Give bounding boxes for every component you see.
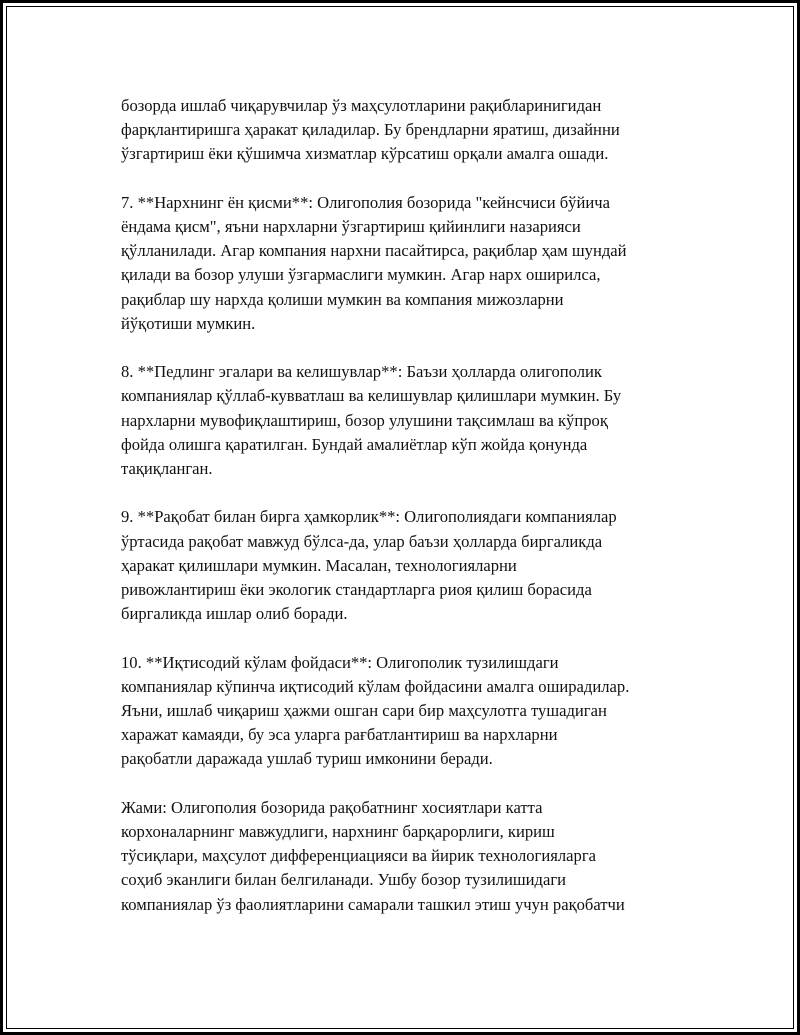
paragraph-intro-continuation <box>121 94 696 167</box>
text-line: қилади ва бозор улуши ўзгармаслиги мумкин. Агар нарх оширилса, <box>121 265 601 285</box>
text-line: 7. **Нархнинг ён қисми**: Олигополия бозорида "кейнсчиси бўйича <box>121 192 610 212</box>
text-line: фойда олишга қаратилган. Бундай амалиётлар кўп жойда қонунда <box>121 434 588 454</box>
text-line: Жами: Олигополия бозорида рақобатнинг хосиятлари катта <box>121 797 543 817</box>
text-line: компаниялар ўз фаолиятларини самарали ташкил этиш учун рақобатчи <box>121 894 625 914</box>
text-line: биргаликда ишлар олиб боради. <box>121 604 348 624</box>
paragraph-item-8 <box>121 360 696 481</box>
text-line: ҳаракат қилишлари мумкин. Масалан, технологияларни <box>121 555 517 575</box>
text-line: 10. **Иқтисодий кўлам фойдаси**: Олигополик тузилишдаги <box>121 652 559 672</box>
text-line: компаниялар кўпинча иқтисодий кўлам фойдасини амалга оширадилар. <box>121 676 630 696</box>
paragraph-summary <box>121 796 696 917</box>
text-line: соҳиб эканлиги билан белгиланади. Ушбу бозор тузилишидаги <box>121 870 567 890</box>
text-line: 9. **Рақобат билан бирга ҳамкорлик**: Олигополиядаги компаниялар <box>121 507 617 527</box>
text-line: ўртасида рақобат мавжуд бўлса-да, улар баъзи ҳолларда биргаликда <box>121 531 603 551</box>
text-line: рақиблар шу нархда қолиши мумкин ва компания мижозларни <box>121 289 564 309</box>
text-line: харажат камаяди, бу эса уларга рағбатлантириш ва нархларни <box>121 725 558 745</box>
text-line: ёндама қисм", яъни нархларни ўзгартириш қийинлиги назарияси <box>121 217 581 236</box>
text-line: бозорда ишлаб чиқарувчилар ўз маҳсулотларини рақибларинигидан <box>121 96 602 115</box>
text-line: ривожлантириш ёки экологик стандартларга риоя қилиш борасида <box>121 580 592 600</box>
text-line: фарқлантиришга ҳаракат қиладилар. Бу брендларни яратиш, дизайнни <box>121 120 620 140</box>
paragraph-item-9 <box>121 505 696 626</box>
text-line: ўзгартириш ёки қўшимча хизматлар кўрсатиш орқали амалга ошади. <box>121 144 609 164</box>
text-line: нархларни мувофиқлаштириш, бозор улушини тақсимлаш ва кўпроқ <box>121 410 608 430</box>
paragraph-item-7 <box>121 191 696 336</box>
text-line: тўсиқлари, маҳсулот дифференциацияси ва йирик технологияларга <box>121 846 596 866</box>
document-body <box>121 94 696 941</box>
text-line: тақиқланган. <box>121 459 213 479</box>
text-line: корхоналарнинг мавжудлиги, нархнинг барқарорлиги, кириш <box>121 822 555 842</box>
text-line: Яъни, ишлаб чиқариш ҳажми ошган сари бир маҳсулотга тушадиган <box>121 701 607 721</box>
text-line: рақобатли даражада ушлаб туриш имконини беради. <box>121 749 493 769</box>
text-line: 8. **Педлинг эгалари ва келишувлар**: Баъзи ҳолларда олигополик <box>121 362 602 382</box>
text-line: компаниялар қўллаб-кувватлаш ва келишувлар қилишлари мумкин. Бу <box>121 386 622 406</box>
paragraph-item-10 <box>121 651 696 772</box>
text-line: йўқотиши мумкин. <box>121 313 256 333</box>
text-line: қўлланилади. Агар компания нархни пасайтирса, рақиблар ҳам шундай <box>121 241 627 261</box>
